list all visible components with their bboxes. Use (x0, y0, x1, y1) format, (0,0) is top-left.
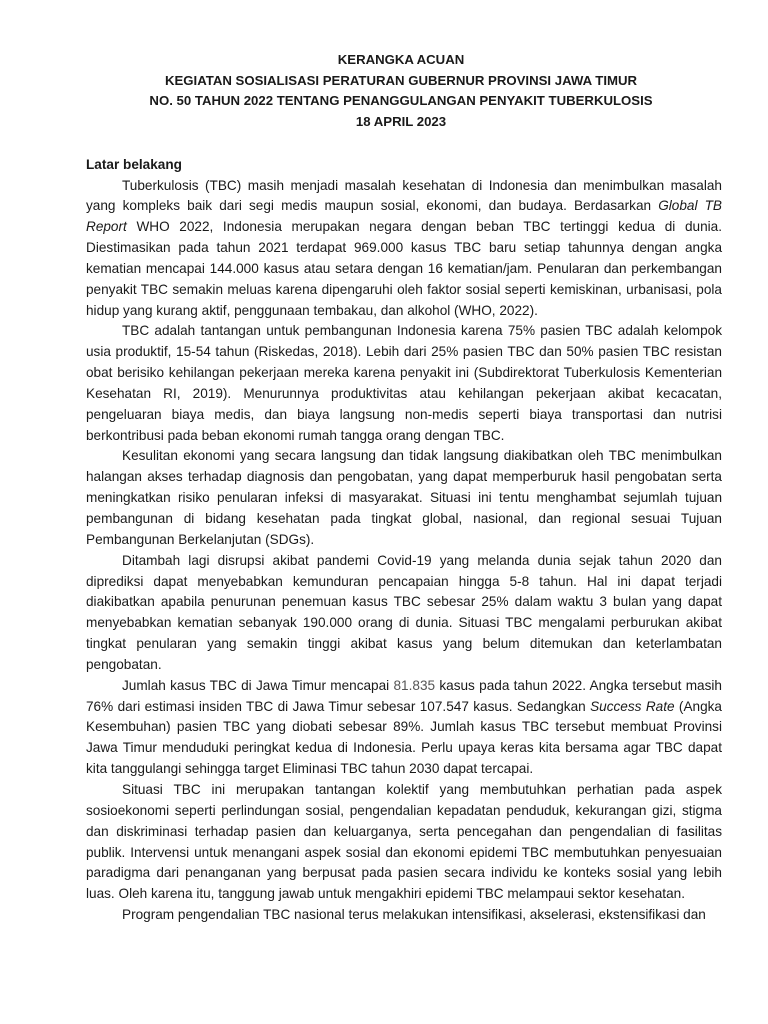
paragraph-5 (86, 676, 722, 780)
paragraph-7: Program pengendalian TBC nasional terus melakukan intensifikasi, akselerasi, ekstensifikasi dan (122, 907, 706, 923)
case-count-highlight: 81.835 (393, 677, 436, 693)
paragraph-5-text-a: Jumlah kasus TBC di Jawa Timur mencapai (122, 677, 394, 693)
paragraph-2: TBC adalah tantangan untuk pembangunan Indonesia karena 75% pasien TBC adalah kelompok usia produktif, 15-54 tahun (Riskedas, 2018). Lebih dari 25% pasien TBC dan 50% pasien TBC resistan obat berisiko kehilangan pekerjaan mereka karena penyakit ini (Subdirektorat Tuberkulosis Kementerian Kesehatan RI, 2019). Menurunnya produktivitas atau kehilangan pekerjaan akibat kecacatan, pengeluaran biaya medis, dan biaya langsung non-medis seperti biaya transportasi dan nutrisi berkontribusi pada beban ekonomi rumah tangga orang dengan TBC. (86, 323, 722, 443)
section-heading: Latar belakang (86, 157, 182, 172)
paragraph-1 (86, 176, 722, 322)
paragraph-1-text-a: Tuberkulosis (TBC) masih menjadi masalah kesehatan di Indonesia dan menimbulkan masalah yang kompleks baik dari segi medis maupun sosial, ekonomi, dan budaya. Berdasarkan (86, 177, 722, 214)
paragraph-3: Kesulitan ekonomi yang secara langsung dan tidak langsung diakibatkan oleh TBC menimbulkan halangan akses terhadap diagnosis dan pengobatan, yang dapat memperburuk hasil pengobatan serta meningkatkan risiko penularan infeksi di masyarakat. Situasi ini tentu menghambat sejumlah tujuan pembangunan di bidang kesehatan pada tingkat global, nasional, dan regional sesuai Tujuan Pembangunan Berkelanjutan (SDGs). (86, 448, 722, 547)
paragraph-6: Situasi TBC ini merupakan tantangan kolektif yang membutuhkan perhatian pada aspek sosioekonomi seperti perlindungan sosial, pengendalian kepadatan penduduk, kekurangan gizi, stigma dan diskriminasi terhadap pasien dan keluarganya, serta pencegahan dan pengendalian di fasilitas publik. Intervensi untuk menangani aspek sosial dan ekonomi epidemi TBC membutuhkan penyesuaian paradigma dari penanganan yang berpusat pada pasien secara individu ke konteks sosial yang lebih luas. Oleh karena itu, tanggung jawab untuk mengakhiri epidemi TBC melampaui sektor kesehatan. (86, 781, 722, 902)
paragraph-5-text-c: (Angka Kesembuhan) pasien TBC yang diobati sebesar 89%. Jumlah kasus TBC tersebut membuat Provinsi Jawa Timur menduduki peringkat kedua di Indonesia. Perlu upaya keras kita bersama agar TBC dapat kita tanggulangi sehingga target Eliminasi TBC tahun 2030 dapat tercapai. (86, 698, 722, 777)
regulation-title: NO. 50 TAHUN 2022 TENTANG PENANGGULANGAN PENYAKIT TUBERKULOSIS (149, 93, 653, 108)
document-title: KERANGKA ACUAN (337, 52, 465, 67)
document-header (80, 50, 722, 132)
paragraph-1-text-b: WHO 2022, Indonesia merupakan negara dengan beban TBC tertinggi kedua di dunia. Diestimasikan pada tahun 2021 terdapat 969.000 kasus TBC baru setiap tahunnya dengan angka kematian mencapai 144.000 kasus atau setara dengan 16 kematian/jam. Penularan dan perkembangan penyakit TBC semakin meluas karena dipengaruhi oleh faktor sosial seperti kemiskinan, urbanisasi, pola hidup yang kurang aktif, penggunaan tembakau, dan alkohol (WHO, 2022). (86, 219, 722, 318)
activity-title: KEGIATAN SOSIALISASI PERATURAN GUBERNUR PROVINSI JAWA TIMUR (164, 72, 638, 88)
document-date: 18 APRIL 2023 (355, 113, 447, 129)
paragraph-1-emphasis: Global TB Report (86, 198, 722, 235)
paragraph-5-emphasis: Success Rate (590, 698, 675, 714)
paragraph-4: Ditambah lagi disrupsi akibat pandemi Covid-19 yang melanda dunia sejak tahun 2020 dan diprediksi dapat menyebabkan kemunduran pencapaian hingga 5-8 tahun. Hal ini dapat terjadi diakibatkan apabila penurunan penemuan kasus TBC sebesar 25% dalam waktu 3 bulan yang dapat menyebabkan kematian sebanyak 190.000 orang di dunia. Situasi TBC mengalami perburukan akibat tingkat penularan yang semakin tinggi akibat kasus yang belum ditemukan dan keterlambatan pengobatan. (86, 552, 722, 672)
paragraph-5-text-b: kasus pada tahun 2022. Angka tersebut masih 76% dari estimasi insiden TBC di Jawa Timur sebesar 107.547 kasus. Sedangkan (86, 677, 722, 714)
